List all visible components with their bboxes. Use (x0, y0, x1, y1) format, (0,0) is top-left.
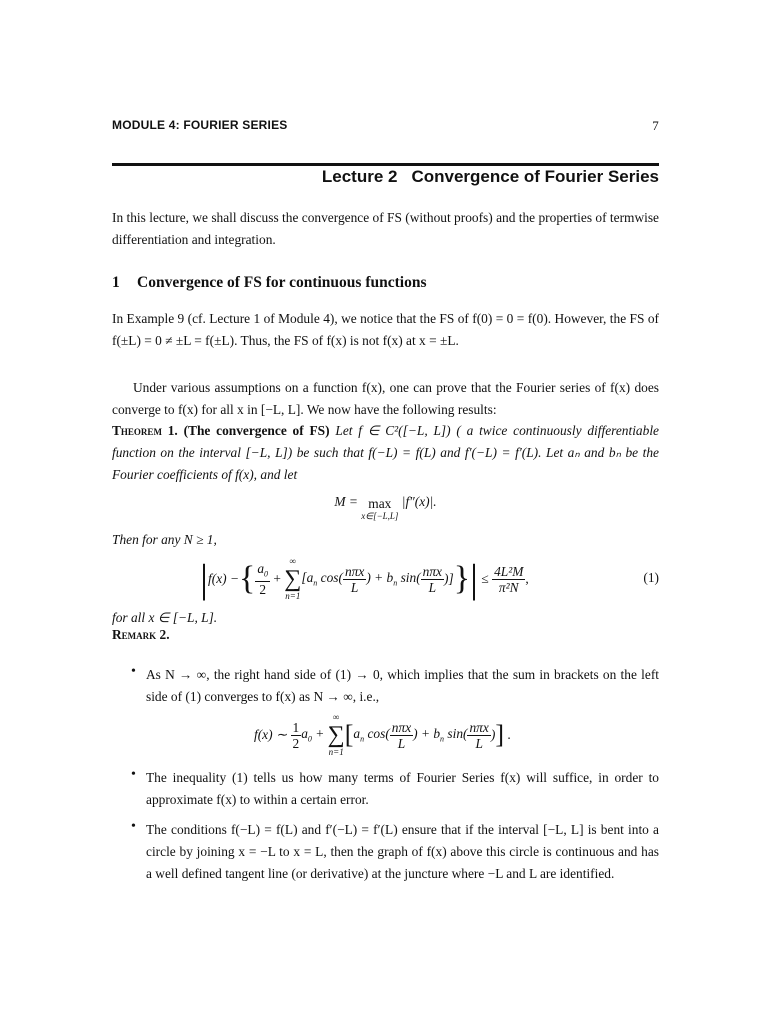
intro-paragraph: In this lecture, we shall discuss the convergence of FS (without proofs) and the properties of termwise differentiation and integration. (112, 210, 659, 247)
title-rule (112, 163, 659, 166)
running-header (112, 118, 659, 134)
equation-series (112, 712, 659, 760)
theorem-1 (112, 420, 659, 486)
bullet-1-dot: • (131, 664, 136, 679)
max-text: max (368, 496, 392, 511)
lecture-title (322, 167, 659, 187)
bullet-2-dot: • (131, 767, 136, 782)
equation-1-label: (1) (643, 570, 659, 585)
theorem-name: (The convergence of FS) (183, 423, 330, 438)
remark-bullet-2: The inequality (1) tells us how many terms of Fourier Series f(x) will suffice, in order to approximate f(x) to within a certain error. (146, 770, 659, 807)
equation-1-bound (492, 564, 525, 595)
max-subscript: x∈[−L,L] (361, 511, 399, 521)
remark-bullet-1: As N → ∞, the right hand side of (1) → 0, which implies that the sum in brackets on the left side of (1) converges to f(x) as N → ∞, i.e., (146, 667, 659, 704)
equation-M-lhs: M = (334, 494, 362, 509)
then-text: Then for any N ≥ 1, (112, 532, 217, 547)
paragraph-example: In Example 9 (cf. Lecture 1 of Module 4), we notice that the FS of f(0) = 0 = f(0). However, the FS of f(±L) = 0 ≠ ±L = f(±L). Thus, the FS of f(x) is not f(x) at x = ±L. (112, 311, 659, 348)
theorem-body: Let f ∈ C²([−L, L]) ( a twice continuously differentiable function on the interval [−L, L]) be such that f(−L) = f(L) and f′(−L) = f′(L). Let aₙ and bₙ be the Fourier coefficients of f(x), and let (112, 423, 659, 482)
bound-numerator: 4L²M (494, 563, 524, 579)
paragraph-assumptions: Under various assumptions on a function f(x), one can prove that the Fourier series of f(x) does converge to f(x) for all x in [−L, L]. We now have the following results: (112, 380, 659, 417)
bound-denominator: π²N (498, 579, 519, 595)
page-number: 7 (652, 118, 659, 133)
equation-M-rhs: |f″(x)|. (401, 494, 437, 509)
equation-1 (112, 556, 659, 604)
equation-1-body: |f(x) −{ $\frac{a_0}{2}$ + ∞ ∑ n=1 [$a_n$ cos( $\frac{\text{nπx}}{L}$ ) + $b_n$ sin( $\frac{\text{nπx}}{L}$ )]}| ≤ $\frac{\text{4L²M}}{\text{π²N}}$ , (200, 556, 529, 601)
lecture-number: Lecture 2 (321, 167, 398, 186)
theorem-label: Theorem 1. (112, 423, 178, 438)
module-title: MODULE 4: FOURIER SERIES (112, 118, 288, 132)
equation-M (112, 494, 659, 522)
section-heading (112, 274, 426, 292)
forall-text: for all x ∈ [−L, L]. (112, 610, 218, 625)
section-number: 1 (112, 274, 120, 291)
max-operator (361, 498, 398, 522)
bullet-3-dot: • (131, 819, 136, 834)
remark-label: Remark 2. (112, 627, 170, 642)
equation-series-body: f(x) ∼ $\frac{1}{2}$ $a_0$ + ∞ ∑ n=1 [$a_n$ cos( $\frac{\text{nπx}}{L}$ ) + $b_n$ sin( $\frac{\text{nπx}}{L}$ )] . (254, 712, 511, 757)
section-title: Convergence of FS for continuous functions (137, 274, 427, 291)
remark-bullet-3: The conditions f(−L) = f(L) and f′(−L) = f′(L) ensure that if the interval [−L, L] is bent into a circle by joining x = −L to x = L, then the graph of f(x) above this circle is continuous and has a well defined tangent line (or derivative) at the juncture where −L and L are identified. (146, 822, 659, 881)
lecture-name: Convergence of Fourier Series (411, 167, 659, 186)
